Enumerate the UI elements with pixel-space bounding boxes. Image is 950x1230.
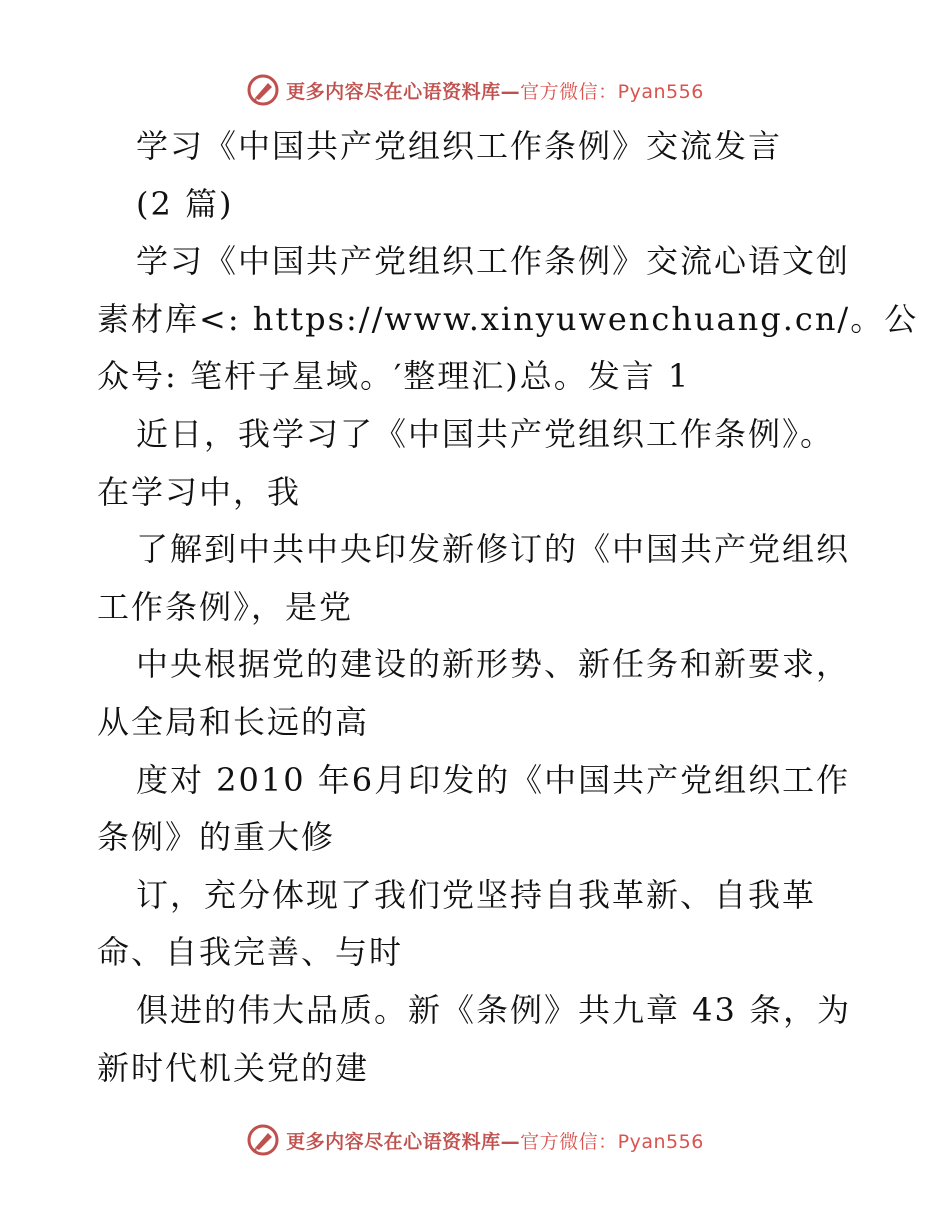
doc-line-10: 中央根据党的建设的新形势、新任务和新要求， xyxy=(136,645,851,684)
doc-line-12: 度对 2010 年6月印发的《中国共产党组织工作 xyxy=(136,760,851,799)
doc-line-8: 了解到中共中央印发新修订的《中国共产党组织 xyxy=(136,530,851,569)
header-banner-main: 更多内容尽在心语资料库— xyxy=(286,80,521,103)
header-banner-text xyxy=(286,77,704,104)
header-banner-content xyxy=(246,73,704,107)
header-banner xyxy=(0,70,950,110)
doc-line-6: 近日，我学习了《中国共产党组织工作条例》。 xyxy=(136,414,835,453)
pen-logo-icon xyxy=(246,73,280,107)
footer-banner-text xyxy=(286,1127,704,1154)
footer-banner xyxy=(0,1120,950,1160)
doc-line-14: 订，充分体现了我们党坚持自我革新、自我革 xyxy=(136,875,817,914)
doc-line-9: 工作条例》，是党 xyxy=(97,587,354,626)
doc-line-4: 素材库<: https://www.xinyuwenchuang.cn/。公 xyxy=(97,299,919,338)
footer-banner-contact: 官方微信：Pyan556 xyxy=(520,1130,704,1153)
footer-banner-main: 更多内容尽在心语资料库— xyxy=(286,1130,521,1153)
document-body xyxy=(97,118,919,1097)
footer-banner-content xyxy=(246,1123,704,1157)
doc-line-13: 条例》的重大修 xyxy=(97,818,336,857)
pen-logo-icon xyxy=(246,1123,280,1157)
header-banner-contact: 官方微信：Pyan556 xyxy=(520,80,704,103)
doc-title-line-1: 学习《中国共产党组织工作条例》交流发言 xyxy=(136,127,783,165)
doc-line-15: 命、自我完善、与时 xyxy=(97,933,404,972)
doc-line-17: 新时代机关党的建 xyxy=(97,1048,370,1087)
doc-line-7: 在学习中，我 xyxy=(97,472,302,511)
doc-line-3: 学习《中国共产党组织工作条例》交流心语文创 xyxy=(136,242,851,281)
doc-line-16: 俱进的伟大品质。新《条例》共九章 43 条，为 xyxy=(136,990,852,1029)
doc-line-5: 众号: 笔杆子星域。′整理汇)总。发言 1 xyxy=(97,357,691,396)
doc-line-11: 从全局和长远的高 xyxy=(97,702,370,741)
doc-title-line-2: (2 篇) xyxy=(136,184,234,223)
